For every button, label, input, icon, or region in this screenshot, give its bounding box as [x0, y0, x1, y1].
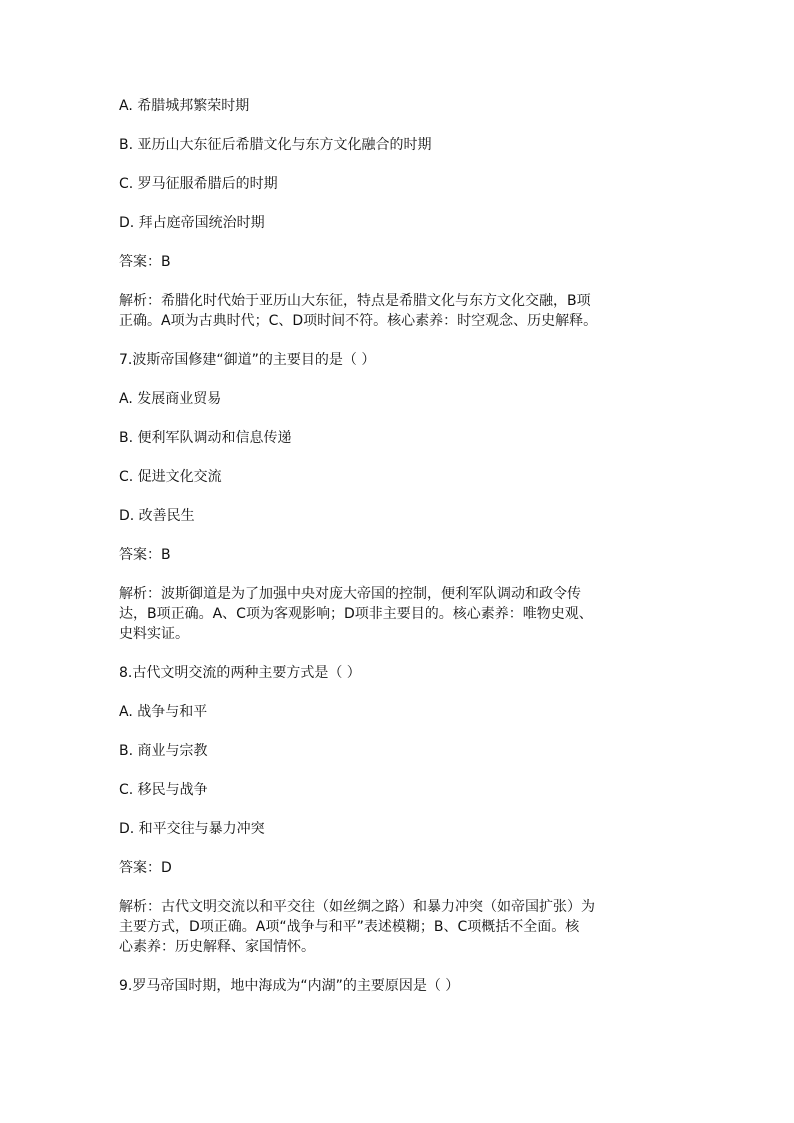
q8-answer: 答案：D	[119, 860, 172, 876]
q8-option-c: C. 移民与战争	[119, 782, 208, 798]
q7-option-a: A. 发展商业贸易	[119, 391, 222, 407]
q8-option-b: B. 商业与宗教	[119, 743, 208, 759]
q8-analysis-line-2: 主要方式，D项正确。A项“战争与和平”表述模糊；B、C项概括不全面。核	[119, 919, 580, 935]
q7-analysis-line-3: 史料实证。	[119, 626, 189, 642]
q7-option-c: C. 促进文化交流	[119, 469, 222, 485]
q7-question: 7.波斯帝国修建“御道”的主要目的是（ ）	[119, 352, 376, 368]
q8-option-d: D. 和平交往与暴力冲突	[119, 821, 265, 837]
q8-option-a: A. 战争与和平	[119, 704, 208, 720]
q7-option-b: B. 便利军队调动和信息传递	[119, 430, 292, 446]
q7-analysis-line-1: 解析：波斯御道是为了加强中央对庞大帝国的控制，便利军队调动和政令传	[119, 586, 581, 602]
q6-option-d: D. 拜占庭帝国统治时期	[119, 215, 265, 231]
q7-analysis-line-2: 达，B项正确。A、C项为客观影响；D项非主要目的。核心素养：唯物史观、	[119, 606, 593, 622]
document-page	[119, 96, 679, 996]
q6-option-b: B. 亚历山大东征后希腊文化与东方文化融合的时期	[119, 137, 432, 153]
q7-answer: 答案：B	[119, 547, 171, 563]
q7-option-d: D. 改善民生	[119, 508, 195, 524]
q9-question: 9.罗马帝国时期，地中海成为“内湖”的主要原因是（ ）	[119, 978, 460, 994]
q6-analysis-line-2: 正确。A项为古典时代；C、D项时间不符。核心素养：时空观念、历史解释。	[119, 313, 598, 329]
q6-answer: 答案：B	[119, 254, 171, 270]
q8-analysis-line-1: 解析：古代文明交流以和平交往（如丝绸之路）和暴力冲突（如帝国扩张）为	[119, 899, 595, 915]
q6-option-a: A. 希腊城邦繁荣时期	[119, 98, 250, 114]
q6-option-c: C. 罗马征服希腊后的时期	[119, 176, 278, 192]
q6-analysis-line-1: 解析：希腊化时代始于亚历山大东征，特点是希腊文化与东方文化交融，B项	[119, 293, 591, 309]
q8-question: 8.古代文明交流的两种主要方式是（ ）	[119, 665, 361, 681]
q8-analysis-line-3: 心素养：历史解释、家国情怀。	[119, 939, 315, 955]
